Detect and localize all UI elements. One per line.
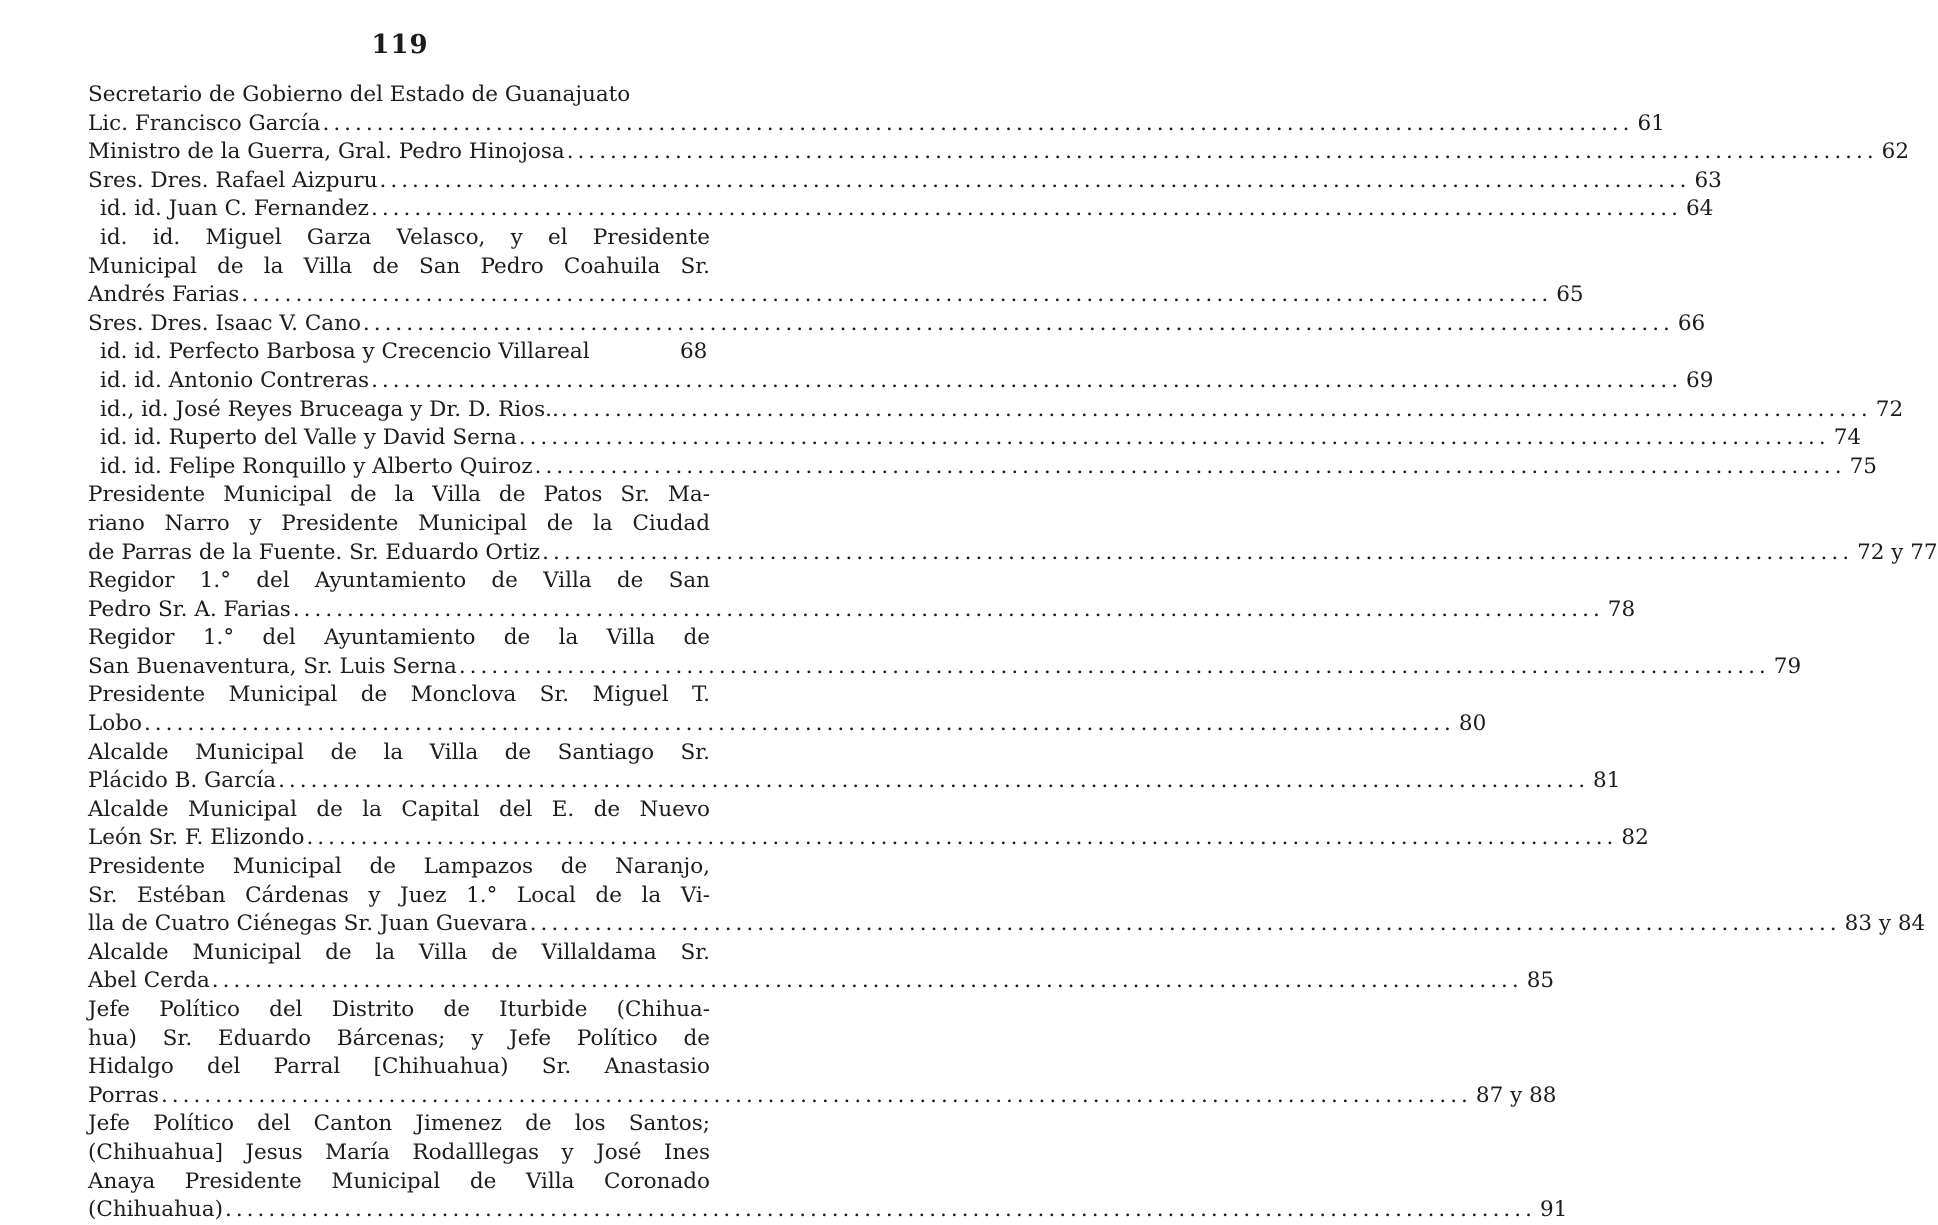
entry-text: id. id. Ruperto del Valle y David Serna (100, 425, 517, 451)
entry-page-number: 79 (1773, 653, 1802, 679)
entry-text: de Parras de la Fuente. Sr. Eduardo Ortiz (88, 539, 541, 565)
entry-text: Pedro Sr. A. Farias (88, 596, 291, 622)
index-entry (88, 253, 710, 282)
entry-text: Secretario de Gobierno del Estado de Guanajuato (88, 82, 631, 107)
index-entry (88, 81, 710, 110)
dot-leader (457, 653, 1774, 682)
index-entry (88, 224, 710, 253)
entry-text: id. id. Perfecto Barbosa y Crecencio Villareal (100, 339, 590, 365)
index-entry (88, 338, 710, 367)
index-entry (88, 310, 1706, 339)
entry-page-number: 83 y 84 (1844, 911, 1926, 937)
index-entry (88, 596, 1636, 625)
entry-page-number: 69 (1686, 367, 1714, 393)
entry-text: (Chihuahua) (88, 1197, 223, 1223)
entry-page-number: 81 (1593, 768, 1621, 794)
dot-leader (142, 710, 1459, 739)
index-entry (88, 510, 710, 539)
entry-text: id. id. Antonio Contreras (100, 367, 370, 393)
entry-text: Sr. Estéban Cárdenas y Juez 1.° Local de la Vi- (88, 882, 710, 908)
entry-text: Porras (88, 1082, 159, 1108)
index-entry (88, 710, 1487, 739)
dot-leader (517, 424, 1834, 453)
entry-text: Abel Cerda (88, 968, 210, 994)
index-entry (88, 681, 710, 710)
index-entry (88, 481, 710, 510)
index-entry (88, 939, 710, 968)
dot-leader (276, 767, 1593, 796)
dot-leader (304, 824, 1621, 853)
entry-text: riano Narro y Presidente Municipal de la Ciudad (88, 510, 710, 536)
entry-text: id., id. José Reyes Bruceaga y Dr. D. Rios.. (100, 396, 559, 422)
entry-text: Lic. Francisco García (88, 110, 321, 136)
entry-text: id. id. Juan C. Fernandez (100, 196, 370, 222)
index-entry (88, 739, 710, 768)
index-entry (88, 796, 710, 825)
entry-text: Regidor 1.° del Ayuntamiento de la Villa de (88, 625, 710, 651)
dot-leader (321, 110, 1638, 139)
index-entry (88, 1025, 710, 1054)
entry-text: San Buenaventura, Sr. Luis Serna (88, 653, 457, 679)
dot-leader (369, 367, 1686, 396)
index-entry (88, 1110, 710, 1139)
entry-text: Sres. Dres. Isaac V. Cano (88, 310, 361, 336)
dot-leader (223, 1196, 1540, 1225)
entry-page-number: 72 y 77 (1857, 539, 1938, 565)
entry-page-number: 65 (1556, 282, 1584, 308)
entry-text: León Sr. F. Elizondo (88, 825, 305, 851)
index-entry (88, 996, 710, 1025)
entry-text: Andrés Farias (88, 282, 240, 308)
entry-page-number: 82 (1621, 825, 1649, 851)
dot-leader (159, 1082, 1476, 1111)
index-entry (88, 195, 1714, 224)
entry-page-number: 62 (1881, 139, 1910, 165)
entry-text: Municipal de la Villa de San Pedro Coahuila Sr. (88, 253, 710, 279)
index-entry (88, 1196, 1568, 1225)
dot-leader (378, 167, 1695, 196)
index-entry (88, 281, 1584, 310)
entry-text: Jefe Político del Distrito de Iturbide (Chihua- (88, 997, 710, 1022)
dot-leader (291, 596, 1608, 625)
index-entry (88, 367, 1714, 396)
entry-text: Jefe Político del Canton Jimenez de los Santos; (88, 1111, 710, 1137)
entry-text: Presidente Municipal de la Villa de Patos Sr. Ma- (88, 482, 710, 508)
entry-text: Hidalgo del Parral [Chihuahua) Sr. Anastasio (88, 1054, 710, 1080)
index-entry (88, 110, 1665, 139)
index-entry (88, 396, 1904, 425)
index-entry (88, 824, 1649, 853)
index-entry (88, 1139, 710, 1168)
index-entry (88, 567, 710, 596)
entry-page-number: 75 (1849, 453, 1877, 479)
dot-leader (369, 195, 1686, 224)
entry-text: Presidente Municipal de Monclova Sr. Miguel T. (88, 682, 710, 708)
dot-leader (528, 910, 1845, 939)
entry-text: Regidor 1.° del Ayuntamiento de Villa de San (88, 568, 710, 594)
entry-page-number: 61 (1637, 110, 1665, 136)
dot-leader (210, 967, 1527, 996)
entry-text: Alcalde Municipal de la Villa de Villaldama Sr. (88, 939, 710, 965)
entry-text: Plácido B. García (88, 768, 277, 794)
entry-text: Alcalde Municipal de la Capital del E. de Nuevo (88, 796, 710, 822)
entry-page-number: 66 (1677, 310, 1706, 336)
index-entry (88, 882, 710, 911)
dot-leader (361, 310, 1678, 339)
entry-page-number: 80 (1458, 711, 1487, 737)
entry-text: Anaya Presidente Municipal de Villa Coronado (88, 1168, 710, 1194)
index-list (88, 81, 1938, 1225)
index-entry (88, 624, 710, 653)
index-entry (88, 138, 1910, 167)
entry-page-number: 91 (1539, 1197, 1568, 1223)
index-entry (88, 453, 1877, 482)
entry-text: id. id. Felipe Ronquillo y Alberto Quiroz (100, 453, 533, 479)
index-entry (88, 1082, 1557, 1111)
entry-text: Sres. Dres. Rafael Aizpuru (88, 167, 378, 193)
index-entry (88, 424, 1862, 453)
dot-leader (565, 138, 1882, 167)
dot-leader (239, 281, 1556, 310)
entry-page-number: 78 (1607, 596, 1636, 622)
entry-page-number: 72 (1875, 396, 1904, 422)
entry-text: Presidente Municipal de Lampazos de Naranjo, (88, 854, 710, 880)
page-number: 119 (371, 30, 429, 60)
index-entry (88, 167, 1722, 196)
index-entry (88, 910, 1926, 939)
entry-text: Alcalde Municipal de la Villa de Santiago Sr. (88, 739, 710, 765)
index-entry (88, 967, 1555, 996)
entry-page-number: 74 (1833, 425, 1862, 451)
entry-text: id. id. Miguel Garza Velasco, y el Presidente (100, 224, 710, 250)
entry-text: lla de Cuatro Ciénegas Sr. Juan Guevara (88, 911, 528, 937)
entry-text: hua) Sr. Eduardo Bárcenas; y Jefe Político de (88, 1025, 710, 1051)
index-entry (88, 539, 1938, 568)
entry-page-number: 85 (1526, 968, 1555, 994)
entry-text: (Chihuahua] Jesus María Rodalllegas y José Ines (88, 1139, 710, 1165)
index-entry (88, 653, 1802, 682)
dot-leader (533, 453, 1850, 482)
entry-page-number: 87 y 88 (1475, 1082, 1557, 1108)
index-entry (88, 853, 710, 882)
entry-text: Lobo (88, 711, 142, 737)
dot-leader (540, 539, 1857, 568)
index-entry (88, 767, 1621, 796)
entry-page-number: 64 (1685, 196, 1714, 222)
index-entry (88, 1168, 710, 1197)
entry-page-number: 63 (1694, 167, 1722, 193)
index-entry (88, 1053, 710, 1082)
dot-leader (559, 396, 1876, 425)
entry-text: Ministro de la Guerra, Gral. Pedro Hinojosa (88, 139, 565, 165)
entry-page-number: 68 (680, 339, 708, 365)
